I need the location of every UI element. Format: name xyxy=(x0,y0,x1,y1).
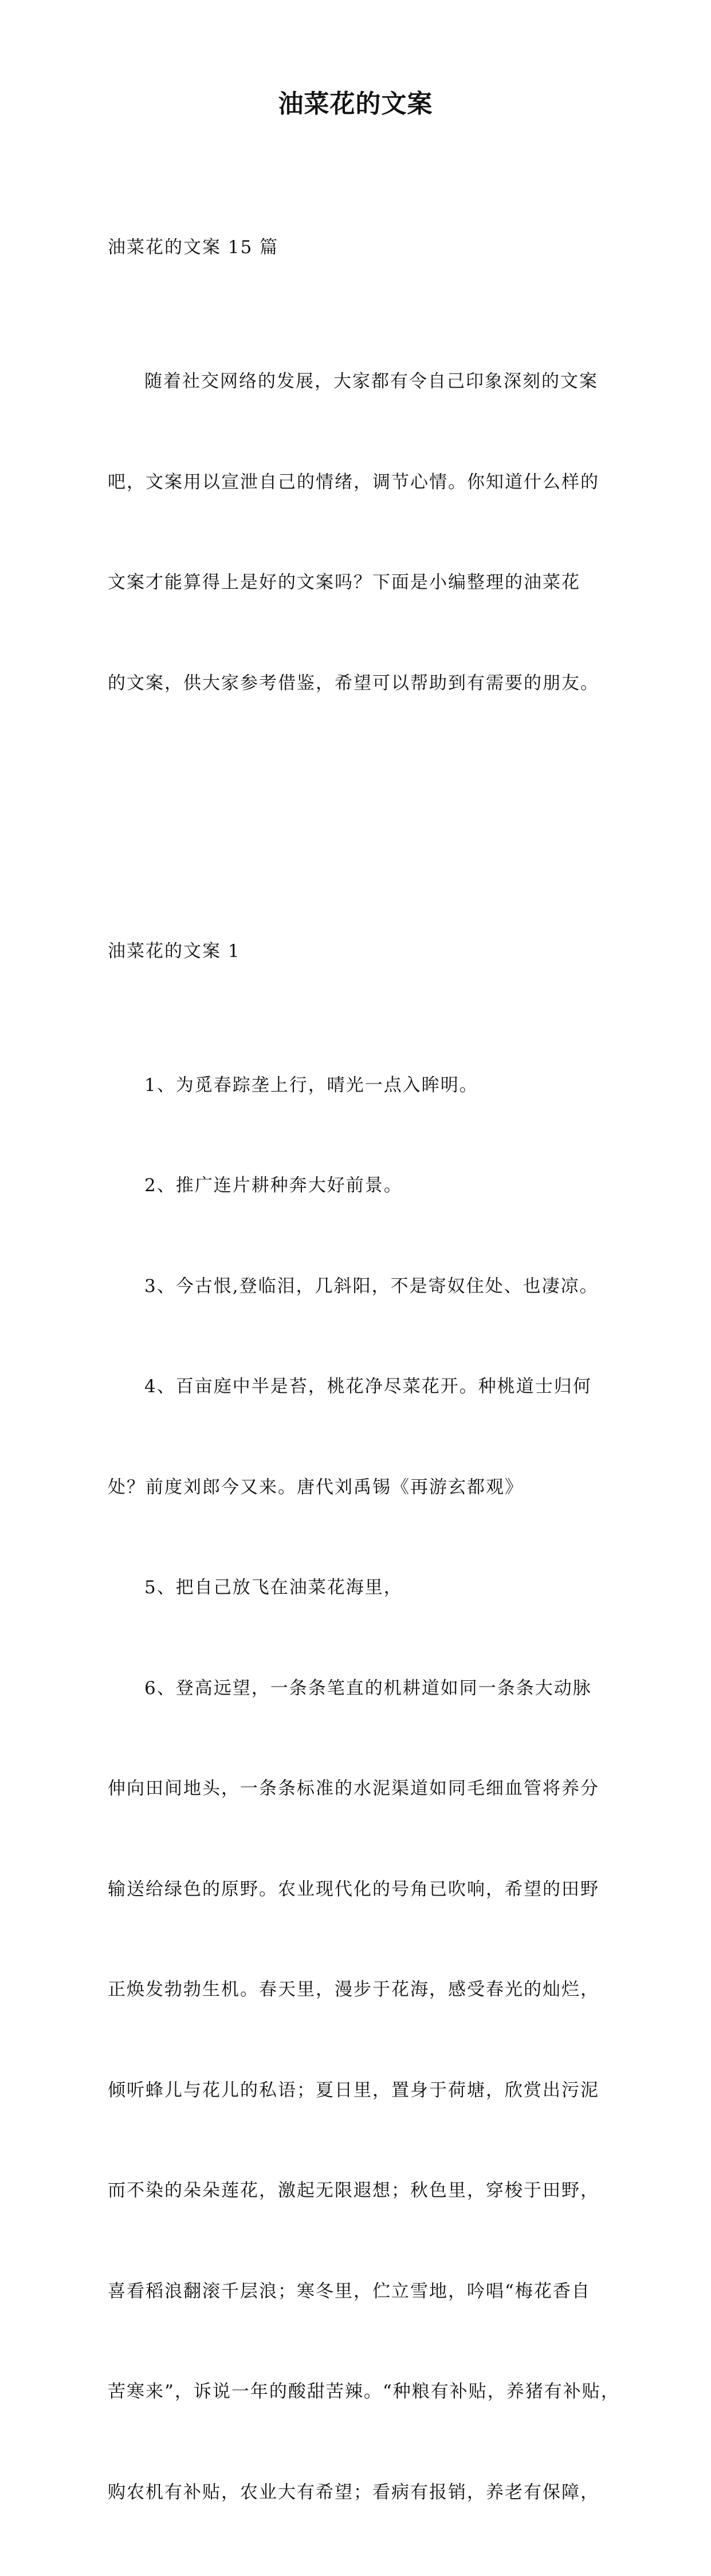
item-line: 6、登高远望，一条条笔直的机耕道如同一条条大动脉 xyxy=(144,1677,592,1699)
item-line: 4、百亩庭中半是苔，桃花净尽菜花开。种桃道士归何 xyxy=(144,1376,592,1397)
section-heading: 油菜花的文案 1 xyxy=(108,940,241,962)
item-line: 正焕发勃勃生机。春天里，漫步于花海，感受春光的灿烂， xyxy=(108,1979,599,2000)
document-title: 油菜花的文案 xyxy=(278,89,433,119)
item-line: 倾听蜂儿与花儿的私语；夏日里，置身于荷塘，欣赏出污泥 xyxy=(108,2079,599,2101)
item-line: 伸向田间地头，一条条标准的水泥渠道如同毛细血管将养分 xyxy=(108,1778,599,1799)
item-line: 3、今古恨,登临泪，几斜阳，不是寄奴住处、也凄凉。 xyxy=(144,1275,599,1297)
item-line: 1、为觅春踪垄上行，晴光一点入眸明。 xyxy=(144,1074,478,1096)
intro-line: 随着社交网络的发展，大家都有令自己印象深刻的文案 xyxy=(144,371,598,392)
item-line: 2、推广连片耕种奔大好前景。 xyxy=(144,1175,403,1196)
intro-line: 吧，文案用以宣泄自己的情绪，调节心情。你知道什么样的 xyxy=(108,471,599,493)
item-line: 5、把自己放飞在油菜花海里， xyxy=(144,1577,403,1598)
item-line: 喜看稻浪翻滚千层浪；寒冬里，伫立雪地，吟唱“梅花香自 xyxy=(108,2280,591,2302)
document-body xyxy=(108,164,620,2576)
item-line: 购农机有补贴，农业大有希望；看病有报销，养老有保障， xyxy=(108,2482,599,2503)
intro-line: 的文案，供大家参考借鉴，希望可以帮助到有需要的朋友。 xyxy=(108,672,599,694)
item-line: 输送给绿色的原野。农业现代化的号角已吹响，希望的田野 xyxy=(108,1878,599,1900)
item-line: 处？前度刘郎今又来。唐代刘禹锡《再游玄都观》 xyxy=(108,1476,524,1498)
intro-line: 文案才能算得上是好的文案吗？下面是小编整理的油菜花 xyxy=(108,572,580,593)
paragraph-gap xyxy=(108,801,612,834)
document-subtitle: 油菜花的文案 15 篇 xyxy=(108,237,279,258)
item-line: 而不染的朵朵莲花，激起无限遐想；秋色里，穿梭于田野， xyxy=(108,2180,599,2201)
item-line: 苦寒来”，诉说一年的酸甜苦辣。“种粮有补贴，养猪有补贴， xyxy=(108,2381,620,2402)
